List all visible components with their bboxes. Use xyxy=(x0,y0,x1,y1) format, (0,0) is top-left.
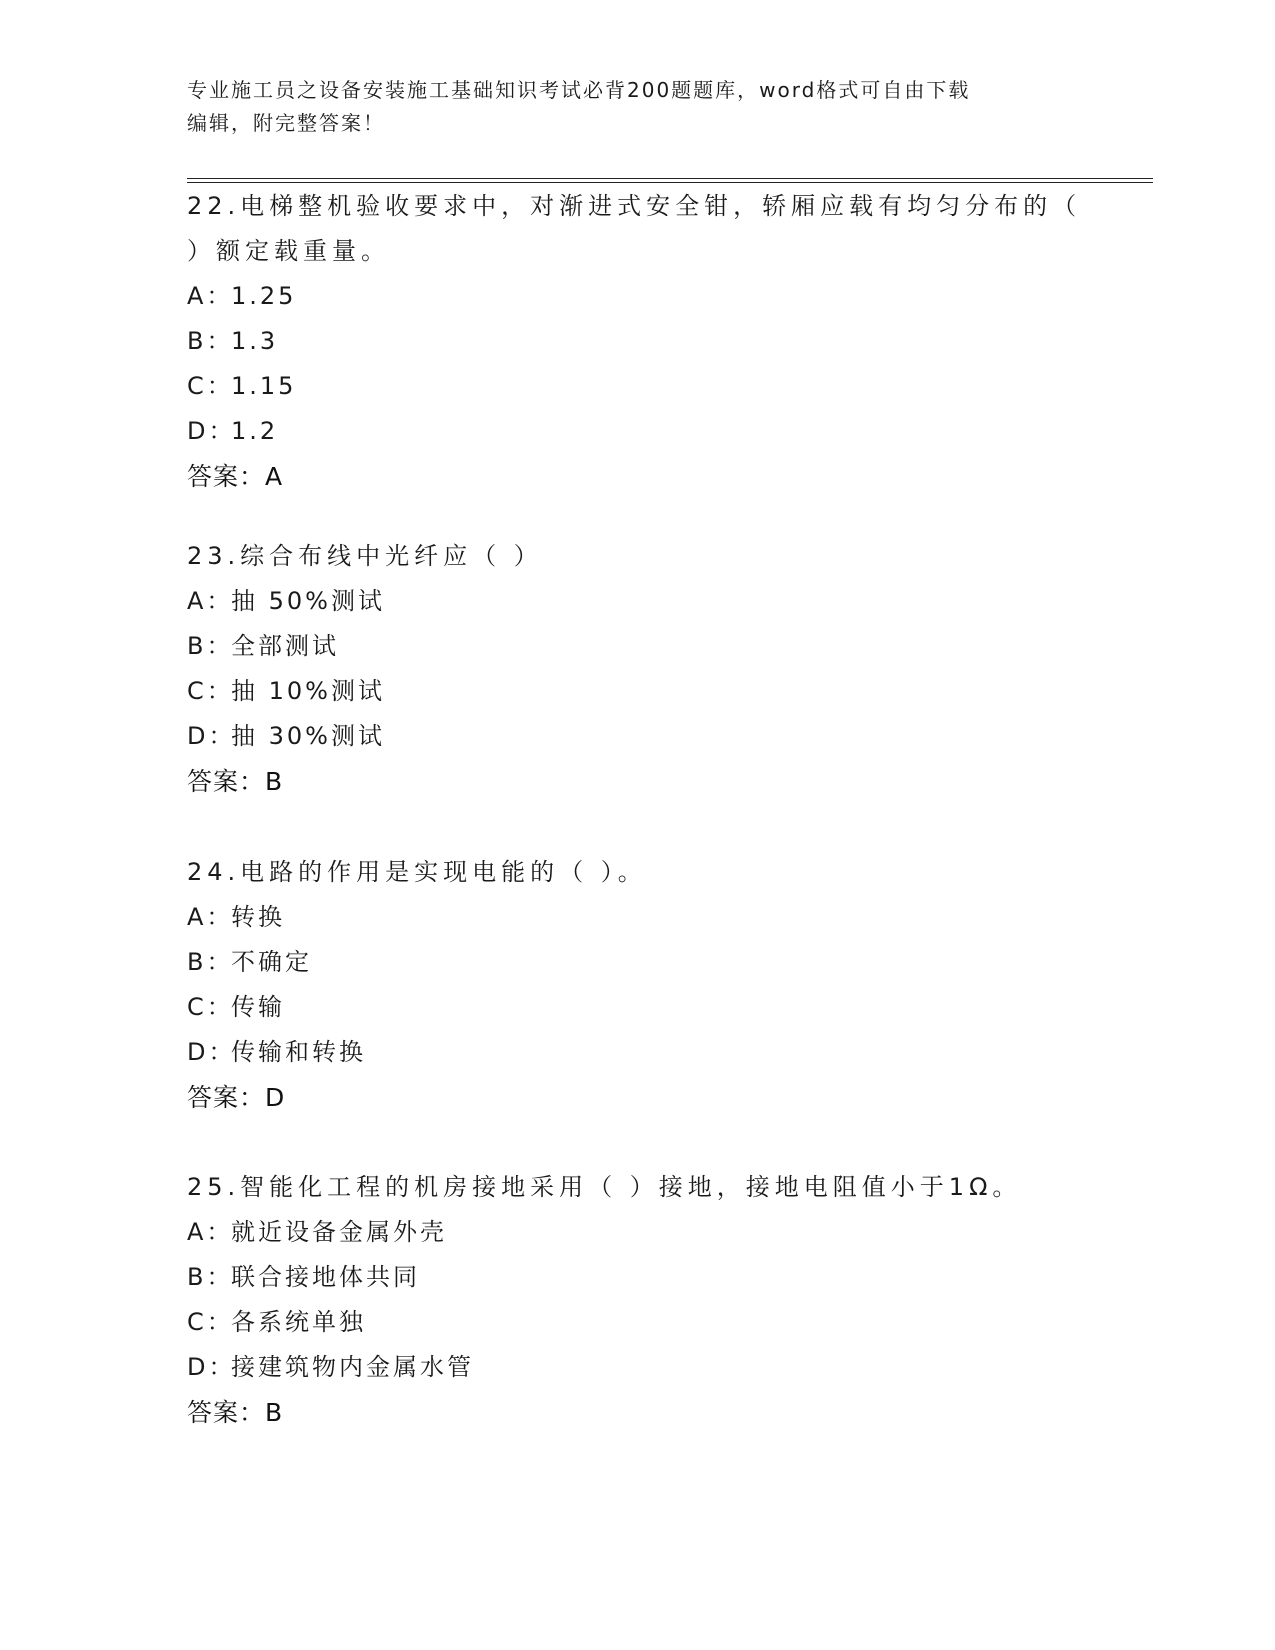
option-text: 传输和转换 xyxy=(231,1038,366,1066)
question-stem-line-1: 22.电梯整机验收要求中，对渐进式安全钳，轿厢应载有均匀分布的（ xyxy=(187,192,1082,220)
option-key: C： xyxy=(187,993,234,1021)
header-title-line-1: 专业施工员之设备安装施工基础知识考试必背200题题库，word格式可自由下载 xyxy=(187,78,971,102)
option-d xyxy=(187,1030,1087,1075)
question-24 xyxy=(187,850,1087,1120)
option-text: 1.2 xyxy=(231,417,279,445)
option-b xyxy=(187,1255,1087,1300)
option-key: B： xyxy=(187,1263,234,1291)
option-a xyxy=(187,1210,1087,1255)
option-key: A： xyxy=(187,587,234,615)
answer-line: 答案：B xyxy=(187,767,284,796)
question-stem-line-1: 25.智能化工程的机房接地采用（ ）接地，接地电阻值小于1Ω。 xyxy=(187,1173,1022,1201)
option-c xyxy=(187,669,1087,714)
option-c xyxy=(187,1300,1087,1345)
option-b xyxy=(187,319,1087,364)
option-text: 传输 xyxy=(231,993,285,1021)
option-key: C： xyxy=(187,677,234,705)
option-key: D： xyxy=(187,1353,236,1381)
option-text: 全部测试 xyxy=(231,632,339,660)
option-d xyxy=(187,714,1087,759)
header-title-line-2: 编辑，附完整答案！ xyxy=(187,111,385,135)
question-stem-line-1: 24.电路的作用是实现电能的（ ）。 xyxy=(187,858,647,886)
option-text: 1.25 xyxy=(231,282,297,310)
question-23 xyxy=(187,534,1087,804)
question-25 xyxy=(187,1165,1087,1435)
option-a xyxy=(187,274,1087,319)
option-text: 各系统单独 xyxy=(231,1308,366,1336)
option-text: 转换 xyxy=(231,903,285,931)
option-key: B： xyxy=(187,327,234,355)
header-divider-bottom xyxy=(187,182,1153,183)
option-key: A： xyxy=(187,282,234,310)
question-stem-line-2: ）额定载重量。 xyxy=(187,237,390,265)
option-text: 1.15 xyxy=(231,372,297,400)
option-key: B： xyxy=(187,632,234,660)
answer-line: 答案：A xyxy=(187,462,284,491)
option-text: 联合接地体共同 xyxy=(231,1263,420,1291)
option-text: 抽 10%测试 xyxy=(231,677,385,705)
option-text: 抽 30%测试 xyxy=(231,722,385,750)
option-c xyxy=(187,985,1087,1030)
option-key: A： xyxy=(187,1218,234,1246)
option-key: A： xyxy=(187,903,234,931)
option-text: 接建筑物内金属水管 xyxy=(231,1353,474,1381)
option-key: D： xyxy=(187,722,236,750)
option-key: C： xyxy=(187,372,234,400)
option-key: D： xyxy=(187,417,236,445)
option-key: D： xyxy=(187,1038,236,1066)
option-text: 不确定 xyxy=(231,948,312,976)
document-header xyxy=(187,74,1087,140)
option-text: 1.3 xyxy=(231,327,279,355)
option-text: 就近设备金属外壳 xyxy=(231,1218,447,1246)
question-22 xyxy=(187,184,1087,499)
option-b xyxy=(187,940,1087,985)
question-stem-line-1: 23.综合布线中光纤应（ ） xyxy=(187,542,543,570)
answer-line: 答案：D xyxy=(187,1083,286,1112)
option-text: 抽 50%测试 xyxy=(231,587,385,615)
answer-line: 答案：B xyxy=(187,1398,284,1427)
option-key: C： xyxy=(187,1308,234,1336)
option-b xyxy=(187,624,1087,669)
option-d xyxy=(187,1345,1087,1390)
option-d xyxy=(187,409,1087,454)
option-key: B： xyxy=(187,948,234,976)
option-a xyxy=(187,895,1087,940)
header-divider-top xyxy=(187,178,1153,179)
option-a xyxy=(187,579,1087,624)
option-c xyxy=(187,364,1087,409)
